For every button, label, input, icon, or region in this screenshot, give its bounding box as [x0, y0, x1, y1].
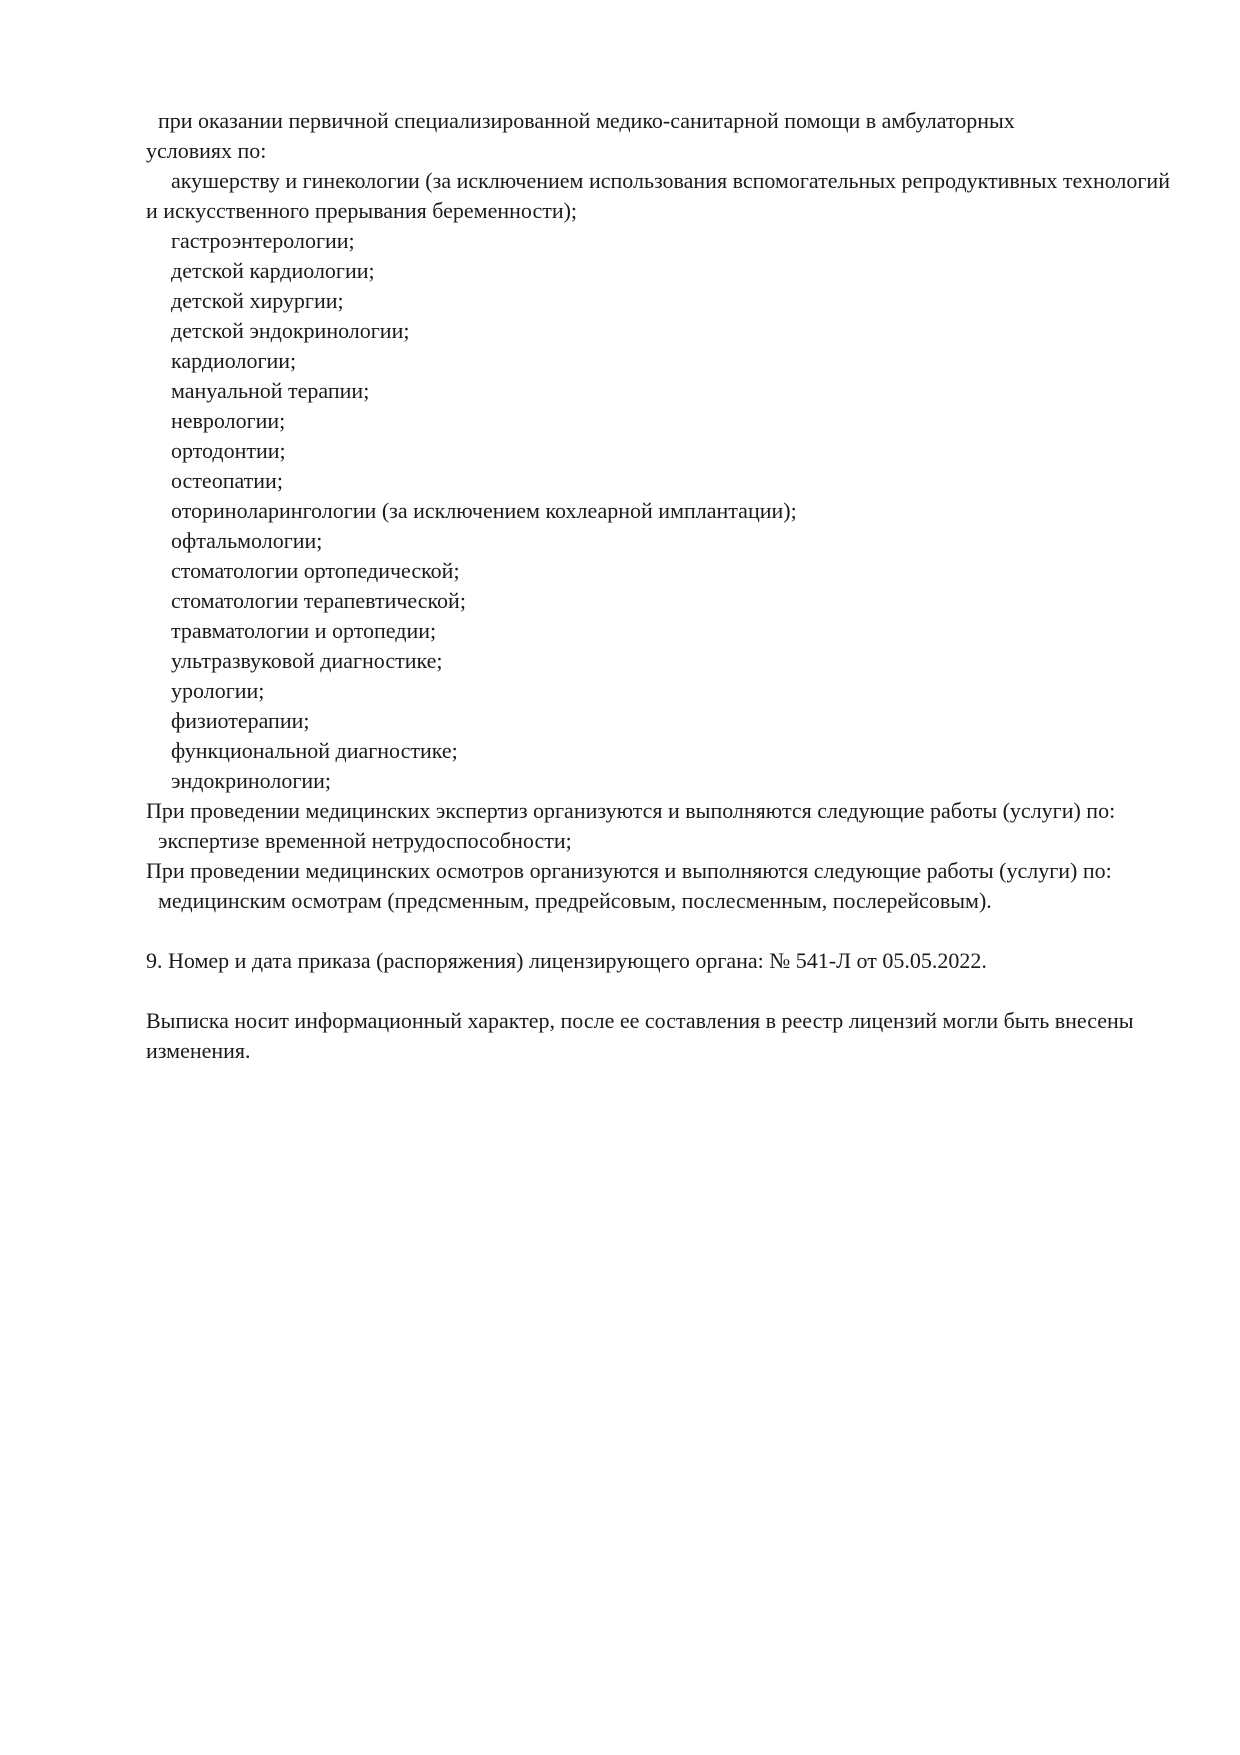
order-line: 9. Номер и дата приказа (распоряжения) лицензирующего органа: № 541-Л от 05.05.2022. — [146, 948, 987, 973]
paragraph-gap — [146, 976, 1186, 1006]
specialty-item: травматологии и ортопедии; — [171, 618, 437, 643]
specialty-item: урологии; — [171, 678, 265, 703]
specialty-item: кардиологии; — [171, 348, 297, 373]
expertise-heading: При проведении медицинских экспертиз организуются и выполняются следующие работы (услуги) по: — [146, 798, 1116, 823]
exams-item: медицинским осмотрам (предсменным, предрейсовым, послесменным, послерейсовым). — [158, 888, 992, 913]
specialty-item: оториноларингологии (за исключением кохлеарной имплантации); — [171, 498, 797, 523]
disclaimer-paragraph: Выписка носит информационный характер, после ее составления в реестр лицензий могли быть внесены изменения. — [146, 1008, 1134, 1063]
exams-heading: При проведении медицинских осмотров организуются и выполняются следующие работы (услуги) по: — [146, 858, 1112, 883]
expertise-item: экспертизе временной нетрудоспособности; — [158, 828, 572, 853]
specialty-item: гастроэнтерологии; — [171, 228, 355, 253]
specialty-item: ортодонтии; — [171, 438, 286, 463]
specialty-item: детской хирургии; — [171, 288, 344, 313]
specialty-item: ультразвуковой диагностике; — [171, 648, 443, 673]
specialty-item: неврологии; — [171, 408, 286, 433]
paragraph-gap — [146, 916, 1186, 946]
specialty-item: офтальмологии; — [171, 528, 323, 553]
specialty-item: стоматологии терапевтической; — [171, 588, 466, 613]
specialty-item: физиотерапии; — [171, 708, 310, 733]
document-body — [146, 106, 1186, 1066]
intro-paragraph: при оказании первичной специализированной медико-санитарной помощи в амбулаторных условиях по: — [146, 108, 1015, 163]
specialty-item: детской кардиологии; — [171, 258, 375, 283]
specialty-item: функциональной диагностике; — [171, 738, 458, 763]
specialty-item: остеопатии; — [171, 468, 283, 493]
specialty-item: мануальной терапии; — [171, 378, 370, 403]
specialty-item: стоматологии ортопедической; — [171, 558, 460, 583]
specialty-item: детской эндокринологии; — [171, 318, 410, 343]
specialty-item: акушерству и гинекологии (за исключением использования вспомогательных репродуктивных технологий и искусственного прерывания беременности); — [146, 168, 1170, 223]
specialty-item: эндокринологии; — [171, 768, 332, 793]
